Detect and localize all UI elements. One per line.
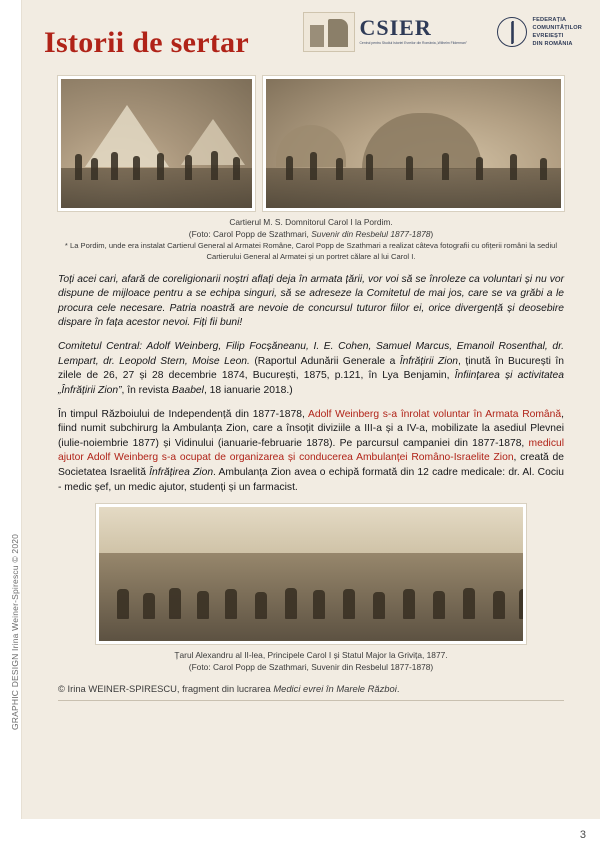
graphic-design-credit: GRAPHIC DESIGN Irina Weiner-Spirescu © 2020 [10,533,20,730]
author-credit [36,683,586,694]
figure [157,153,164,180]
bottom-photo-caption [36,649,586,673]
figure [336,158,343,180]
top-caption-source-italic: Suvenir din Resbelul 1877-1878 [311,229,431,240]
page-content [22,0,600,849]
figure [91,158,98,180]
quote-paragraph: Toți acei cari, afară de coreligionarii noștri aflați deja în armata țării, vor voi să se înroleze ca voluntari și nu vor dispune de mijloace pentru a se echipa singuri, să se adreseze la Comitetul de mai jos, care se va grăbi a le procura cele necesare. Patria noastră are nevoie de concursul tuturor fiilor ei, orice divergență și deosebire dispare în fața acestor nevoi. Fiți fii buni! [58,273,564,329]
figure [476,157,483,180]
source-text-1: (Raportul Adunării Generale a [249,355,400,367]
csier-subtitle: Centrul pentru Studiul Istoriei Evreilor din România „Wilhelm Filderman” [359,41,467,46]
top-photo-row [36,76,586,211]
federation-line-3: EVREIEȘTI [532,33,564,39]
logo-group [303,12,582,52]
main-text-1: În timpul Războiului de Independență din 1877-1878, [58,408,308,420]
source-text-2: , ținută în București în zilele de 26, 27 și 28 decembrie 1874, București, 1875, p.121, în Lya Benjamin, [58,355,564,382]
page-title: Istorii de sertar [44,26,250,59]
rider [433,591,445,619]
committee-names: Comitetul Central: Adolf Weinberg, Filip Focșăneanu, I. E. Cohen, Samuel Marcus, Emanoil Rosenthal, dr. Lempart, dr. Leopold Stern, Moise Leon. [58,341,564,367]
rider [197,591,209,619]
page-number: 3 [579,829,586,841]
figure [233,157,240,180]
rider [403,589,415,619]
rider [343,589,355,619]
field-shape [99,553,523,641]
rider [225,589,237,619]
main-text-2: , fiind numit subchirurg la Ambulanța Zion, care a însoțit diviziile a III-a și a IV-a, mobilizate la asediul Plevnei (iulie-noiembrie 1877) și Vidinului (ianuarie-februarie 1878). Pe parcursul campaniei din 1877-1878, [58,408,564,449]
bottom-caption-suffix: ) [430,662,434,673]
csier-acronym: CSIER [359,15,432,41]
rider [463,588,475,619]
bottom-caption-source-italic: Suvenir din Resbelul 1877-1878 [311,662,431,673]
credit-suffix: . [396,682,400,694]
figure [366,154,373,180]
top-caption-line-1: Cartierul M. S. Domnitorul Carol I la Pordim. [229,217,393,227]
top-caption-prefix: (Foto: Carol Popp de Szathmari, [188,229,312,240]
soldier-figures [266,146,561,180]
synagogue-building-icon [303,12,355,52]
main-text-4: . Ambulanța Zion avea o echipă formată din 12 cadre medicale: dr. Al. Cociu - medic șef, un medic ajutor, studenți și un farmacist. [58,466,564,493]
figure [310,152,317,180]
historical-photo-camp-right [263,76,564,211]
rider [143,593,155,619]
rider [117,589,129,619]
federation-line-1: FEDERAȚIA [532,16,567,23]
rider [255,592,267,619]
figure [442,153,449,180]
figure [133,156,140,180]
page-header [36,0,586,74]
bottom-caption-line-1: Țarul Alexandru al II-lea, Principele Carol I și Statul Major la Grivița, 1877. [174,650,448,661]
historical-photo-camp-left [58,76,255,211]
source-italic-3: Baabel [171,384,204,396]
source-text-3: , în revista [121,384,172,396]
sky-shape [99,507,523,559]
federation-logo [497,16,582,48]
figure [211,151,218,180]
figure [111,152,118,180]
federation-line-4: DIN ROMÂNIA [532,41,573,48]
rider [313,590,325,619]
source-text-4: , 18 ianuarie 2018.) [203,384,293,396]
rider [169,588,181,619]
figure [75,154,82,180]
bottom-photo-wrap [36,504,586,644]
rider [373,592,385,619]
source-italic-2: Înființarea și activitatea „Înfrățirii Zion” [58,370,564,396]
csier-logo-text [359,17,479,46]
main-paragraph [58,408,564,496]
figure [286,156,293,180]
main-text-3: , creată de Societatea Israelită [58,452,564,478]
csier-logo [303,12,479,52]
figure [406,156,413,180]
top-photo-caption [36,216,586,263]
footer-divider [58,700,564,701]
committee-paragraph [58,340,564,398]
federation-emblem-icon [497,17,527,47]
rider [519,589,526,619]
historical-photo-staff-grivita [96,504,526,644]
footer-bar [0,819,600,849]
figure [540,158,547,180]
highlight-ambulance-leadership: medicul ajutor Adolf Weinberg s-a ocupat de organizarea și conducerea Ambulanței Româno-Israelite Zion [58,437,564,464]
top-caption-suffix: ) [430,229,434,240]
credit-work-title: Medici evrei în Marele Război [273,682,397,694]
figure [185,155,192,180]
highlight-enlistment: Adolf Weinberg s-a înrolat voluntar în Armata Română [307,408,562,420]
credit-prefix: © Irina WEINER-SPIRESCU, fragment din lucrarea [58,682,274,694]
soldier-figures [61,146,252,180]
rider [493,591,505,619]
rider [285,588,297,619]
left-credit-strip [0,0,22,849]
bottom-caption-prefix: (Foto: Carol Popp de Szathmari, [188,662,312,673]
federation-logo-text [532,16,582,48]
top-caption-note: * La Pordim, unde era instalat Cartierul General al Armatei Române, Carol Popp de Szathmari a realizat câteva fotografii cu ofițerii români la sediul Cartierului General al Armatei și un portret călare al lui Carol I. [64,241,558,261]
article-body [36,273,586,496]
figure [510,154,517,180]
federation-line-2: COMUNITĂȚILOR [532,24,582,31]
society-name-italic: Înfrățirea Zion [149,466,214,478]
source-italic-1: Înfrățirii Zion [399,355,459,367]
